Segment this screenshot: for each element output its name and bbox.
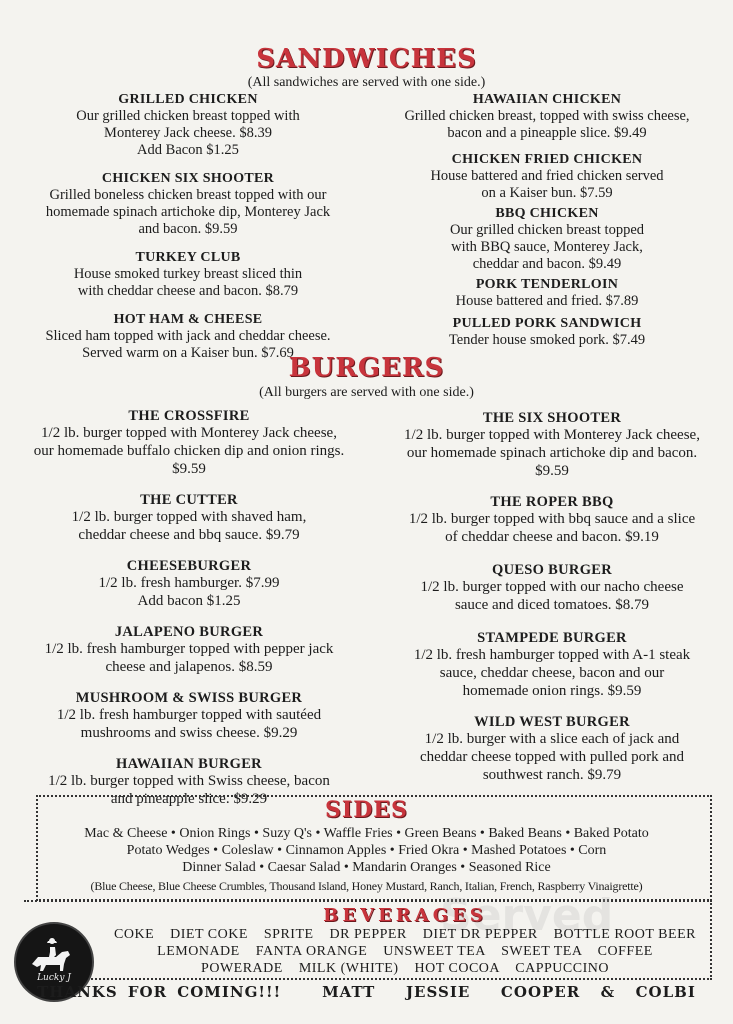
item-description: sauce and diced tomatoes. $8.79: [454, 597, 650, 613]
item-description: Add bacon $1.25: [137, 593, 241, 609]
item-name: PULLED PORK SANDWICH: [452, 316, 642, 331]
menu-item: [14, 558, 364, 610]
item-description: 1/2 lb. fresh hamburger topped with sautéed: [56, 707, 322, 723]
menu-item: [14, 408, 364, 478]
item-description: Tender house smoked pork. $7.49: [448, 332, 646, 348]
item-description: southwest ranch. $9.79: [482, 767, 622, 783]
sides-title: SIDES: [325, 797, 408, 823]
dressings-line: (Blue Cheese, Blue Cheese Crumbles, Thousand Island, Honey Mustard, Ranch, Italian, French, Raspberry Vinaigrette): [90, 879, 643, 893]
item-name: CHICKEN FRIED CHICKEN: [451, 152, 643, 167]
item-description: Our grilled chicken breast topped: [449, 222, 645, 238]
item-description: House smoked turkey breast sliced thin: [73, 266, 303, 282]
item-description: Grilled chicken breast, topped with swiss cheese,: [404, 108, 690, 124]
item-description: $9.59: [535, 463, 569, 479]
item-name: THE CROSSFIRE: [128, 408, 250, 424]
item-description: cheddar cheese topped with pulled pork and: [419, 749, 685, 765]
item-description: cheese and jalapenos. $8.59: [105, 659, 273, 675]
sides-line: Mac & Cheese • Onion Rings • Suzy Q's • Waffle Fries • Green Beans • Baked Beans • Baked Potato: [84, 826, 649, 841]
menu-item: [14, 690, 364, 742]
item-description: Monterey Jack cheese. $8.39: [104, 125, 272, 141]
item-description: $9.59: [172, 461, 206, 477]
menu-item: [380, 316, 714, 349]
item-description: House battered and fried chicken served: [430, 168, 664, 184]
beverages-line: LEMONADE FANTA ORANGE UNSWEET TEA SWEET TEA COFFEE: [157, 944, 653, 959]
menu-item: [20, 171, 356, 238]
item-description: cheddar and bacon. $9.49: [472, 256, 622, 272]
item-description: House battered and fried. $7.89: [455, 293, 639, 309]
item-name: HOT HAM & CHEESE: [113, 312, 263, 327]
menu-item: [380, 277, 714, 310]
menu-item: [14, 492, 364, 544]
item-description: 1/2 lb. burger topped with Monterey Jack cheese,: [41, 425, 337, 441]
item-description: homemade onion rings. $9.59: [462, 683, 642, 699]
item-description: mushrooms and swiss cheese. $9.29: [80, 725, 298, 741]
beverages-line: COKE DIET COKE SPRITE DR PEPPER DIET DR PEPPER BOTTLE ROOT BEER: [114, 927, 696, 942]
item-description: and bacon. $9.59: [138, 221, 238, 237]
sandwiches-right-column: [380, 92, 714, 361]
item-name: WILD WEST BURGER: [474, 714, 630, 730]
item-description: 1/2 lb. burger topped with Swiss cheese, bacon: [48, 773, 330, 789]
sides-line: Dinner Salad • Caesar Salad • Mandarin Oranges • Seasoned Rice: [182, 860, 551, 875]
item-name: JALAPENO BURGER: [114, 624, 264, 640]
item-description: 1/2 lb. burger with a slice each of jack and: [424, 731, 680, 747]
item-description: 1/2 lb. fresh hamburger topped with pepper jack: [44, 641, 334, 657]
item-name: CHEESEBURGER: [126, 558, 252, 574]
item-description: 1/2 lb. burger topped with our nacho cheese: [420, 579, 684, 595]
item-description: with BBQ sauce, Monterey Jack,: [451, 239, 643, 255]
item-name: CHICKEN SIX SHOOTER: [101, 171, 275, 186]
item-description: on a Kaiser bun. $7.59: [481, 185, 613, 201]
item-description: 1/2 lb. burger topped with bbq sauce and a slice: [408, 511, 696, 527]
item-description: Served warm on a Kaiser bun. $7.69: [82, 345, 294, 361]
item-name: HAWAIIAN CHICKEN: [472, 92, 622, 107]
item-name: TURKEY CLUB: [135, 250, 241, 265]
item-description: 1/2 lb. fresh hamburger topped with A-1 steak: [413, 647, 691, 663]
watermark: Served: [440, 890, 614, 941]
thanks-footer: THANKS FOR COMING!!! MATT JESSIE COOPER & COLBI: [37, 983, 696, 1001]
item-description: 1/2 lb. fresh hamburger. $7.99: [98, 575, 280, 591]
item-name: BBQ CHICKEN: [495, 206, 599, 221]
burgers-right-column: [376, 410, 728, 798]
item-name: THE SIX SHOOTER: [482, 410, 622, 426]
burgers-left-column: [14, 408, 364, 822]
item-description: and pineapple slice. $9.29: [110, 791, 268, 807]
item-description: bacon and a pineapple slice. $9.49: [447, 125, 647, 141]
item-name: GRILLED CHICKEN: [118, 92, 258, 107]
logo-text: Lucky J: [37, 973, 71, 983]
sandwiches-subtitle: (All sandwiches are served with one side.): [247, 75, 486, 90]
item-name: THE ROPER BBQ: [490, 494, 614, 510]
item-name: STAMPEDE BURGER: [477, 630, 627, 646]
item-description: 1/2 lb. burger topped with shaved ham,: [71, 509, 307, 525]
item-name: HAWAIIAN BURGER: [116, 756, 262, 772]
menu-item: [376, 630, 728, 700]
item-description: of cheddar cheese and bacon. $9.19: [445, 529, 659, 545]
item-description: Grilled boneless chicken breast topped with our: [49, 187, 327, 203]
item-description: Our grilled chicken breast topped with: [76, 108, 300, 124]
menu-item: [20, 92, 356, 159]
menu-item: [20, 250, 356, 300]
menu-item: [376, 714, 728, 784]
menu-item: [380, 206, 714, 273]
sides-line: Potato Wedges • Coleslaw • Cinnamon Apples • Fried Okra • Mashed Potatoes • Corn: [126, 843, 607, 858]
menu-item: [380, 92, 714, 142]
sandwiches-left-column: [20, 92, 356, 374]
item-description: our homemade spinach artichoke dip and bacon.: [406, 445, 698, 461]
item-description: homemade spinach artichoke dip, Monterey Jack: [45, 204, 331, 220]
item-name: MUSHROOM & SWISS BURGER: [75, 690, 303, 706]
item-description: sauce, cheddar cheese, bacon and our: [439, 665, 665, 681]
item-description: cheddar cheese and bbq sauce. $9.79: [78, 527, 300, 543]
item-description: Add Bacon $1.25: [137, 142, 239, 158]
burgers-subtitle: (All burgers are served with one side.): [259, 385, 474, 400]
burgers-title: BURGERS: [288, 353, 445, 383]
item-description: Sliced ham topped with jack and cheddar cheese.: [45, 328, 331, 344]
beverages-title: BEVERAGES: [323, 905, 487, 926]
sandwiches-title: SANDWICHES: [256, 44, 477, 74]
item-description: with cheddar cheese and bacon. $8.79: [77, 283, 299, 299]
item-description: our homemade buffalo chicken dip and onion rings.: [33, 443, 345, 459]
menu-item: [380, 152, 714, 202]
item-name: QUESO BURGER: [491, 562, 613, 578]
item-name: THE CUTTER: [140, 492, 238, 508]
menu-item: [14, 624, 364, 676]
beverages-line: POWERADE MILK (WHITE) HOT COCOA CAPPUCCINO: [201, 961, 609, 976]
menu-item: [376, 410, 728, 480]
menu-item: [376, 494, 728, 546]
menu-item: [376, 562, 728, 614]
item-description: 1/2 lb. burger topped with Monterey Jack cheese,: [404, 427, 700, 443]
item-name: PORK TENDERLOIN: [475, 277, 619, 292]
